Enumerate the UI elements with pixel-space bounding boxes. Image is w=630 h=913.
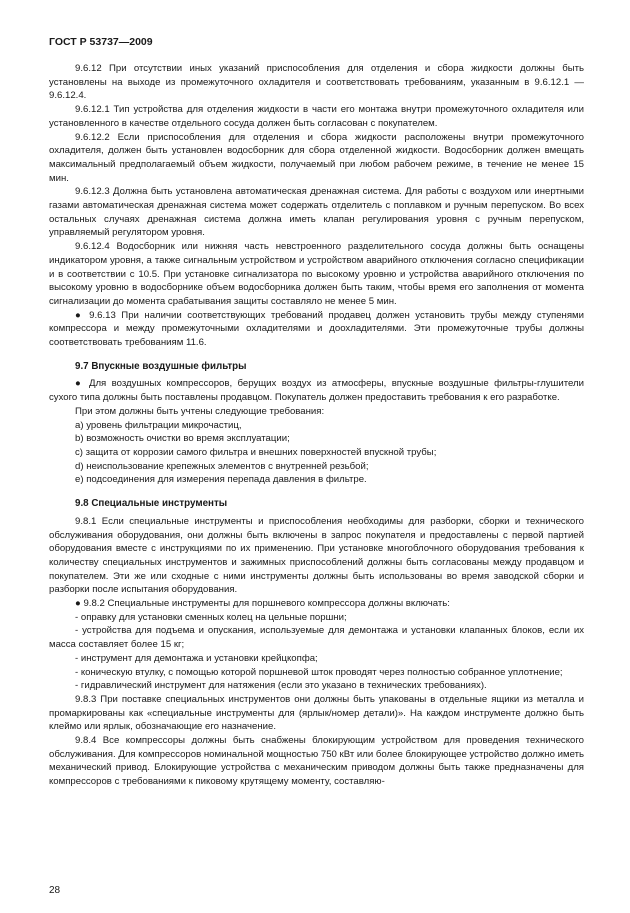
list-item: a) уровень фильтрации микрочастиц,: [75, 419, 242, 431]
list-item: e) подсоединения для измерения перепада давления в фильтре.: [75, 474, 367, 486]
paragraph-9-6-12-4: 9.6.12.4 Водосборник или нижняя часть невстроенного разделительного сосуда должны быть оснащены индикатором уровня, а также сигнальным устройством и устройством аварийного отключения согласно спецификации и в соответствии с 10.5. При установке сигнализатора по высокому уровню и устройства аварийного отключения по высокому уровню в водосборнике объем водосборника должен быть таким, чтобы время его заполнения от момента сигнализации до момента срабатывания защиты составляло не менее 5 мин.: [49, 241, 584, 307]
section-heading-9-8: 9.8 Специальные инструменты: [75, 498, 228, 510]
list-item: - устройства для подъема и опускания, используемые для демонтажа и установки клапанных блоков, если их масса составляет более 15 кг;: [49, 625, 584, 651]
paragraph-9-6-13: ● 9.6.13 При наличии соответствующих требований продавец должен установить трубы между ступенями компрессора и между промежуточными охладителями и доохладителями. Эти промежуточные трубы должны соответствовать требованиям 11.6.: [49, 309, 584, 349]
paragraph-9-6-12-1: 9.6.12.1 Тип устройства для отделения жидкости в части его монтажа внутри промежуточного охладителя или установленного в качестве отдельного сосуда должен быть согласован с покупателем.: [49, 104, 584, 129]
list-item: - инструмент для демонтажа и установки крейцкопфа;: [75, 652, 318, 664]
list-item: b) возможность очистки во время эксплуатации;: [75, 433, 290, 445]
document-header: ГОСТ Р 53737—2009: [49, 36, 153, 48]
paragraph-9-8-2: ● 9.8.2 Специальные инструменты для поршневого компрессора должны включать:: [75, 598, 450, 610]
section-9-7-intro: ● Для воздушных компрессоров, берущих воздух из атмосферы, впускные воздушные фильтры-глушители сухого типа должны быть поставлены продавцом. Покупатель должен предоставить требования к его разработке.: [49, 378, 584, 404]
document-page: [49, 36, 584, 789]
paragraph-9-6-12-2: 9.6.12.2 Если приспособления для отделения и сбора жидкости расположены внутри промежуточного охладителя, должен быть установлен водосборник для сбора отделенной жидкости. Водосборник должен вмещать максимальный предполагаемый объем жидкости, получаемый при любом рабочем режиме, в течение не менее 15 мин.: [49, 131, 584, 184]
paragraph-9-8-3: 9.8.3 При поставке специальных инструментов они должны быть упакованы в отдельные ящики из металла и промаркированы как «специальные инструменты для (ярлык/номер детали)». На каждом инструменте должно быть клеймо или ярлык, обозначающие его назначение.: [49, 693, 584, 733]
section-heading-9-7: 9.7 Впускные воздушные фильтры: [75, 360, 247, 372]
list-item: - гидравлический инструмент для натяжения (если это указано в технических требованиях).: [75, 680, 487, 692]
paragraph-9-8-1: 9.8.1 Если специальные инструменты и приспособления необходимы для разборки, сборки и технического обслуживания оборудования, они должны быть включены в запрос покупателя и предоставлены с первой партией оборудования вместе с инструкциями по их применению. При установке многоблочного оборудования требования к количеству специальных инструментов и зажимных приспособлений должны быть согласованы между продавцом и покупателем. Эти же или сходные с ними инструменты должны быть использованы во время заводской сборки и разборки после испытания оборудования.: [49, 515, 584, 596]
paragraph-9-6-12-3: 9.6.12.3 Должна быть установлена автоматическая дренажная система. Для работы с воздухом или инертными газами автоматическая дренажная система может содержать отделитель с поплавком и ручным перепуском. Во всех остальных случаях дренажная система должна иметь клапан регулирования уровня с ручным перепуском, управляемый регулятором уровня.: [49, 186, 584, 239]
section-9-7-lead: При этом должны быть учтены следующие требования:: [75, 405, 325, 417]
paragraph-9-6-12: 9.6.12 При отсутствии иных указаний приспособления для отделения и сбора жидкости должны быть установлены на выходе из промежуточного охладителя и соответствовать требованиям, указанным в 9.6.12.1 — 9.6.12.4.: [49, 63, 584, 102]
list-item: - коническую втулку, с помощью которой поршневой шток проводят через полностью собранное уплотнение;: [75, 666, 563, 678]
paragraph-9-8-4: 9.8.4 Все компрессоры должны быть снабжены блокирующим устройством для проведения технического обслуживания. Для компрессоров номинальной мощностью 750 кВт или более блокирующее устройство должно иметь механический привод. Блокирующие устройства с механическим приводом должны быть также предназначены для компрессоров с требованиями к пиковому крутящему моменту, составляю-: [49, 735, 584, 788]
page-number: 28: [49, 885, 61, 896]
list-item: d) неиспользование крепежных элементов с внутренней резьбой;: [75, 460, 369, 472]
list-item: c) защита от коррозии самого фильтра и внешних поверхностей впускной трубы;: [75, 446, 437, 458]
list-item: - оправку для установки сменных колец на цельные поршни;: [75, 611, 347, 623]
